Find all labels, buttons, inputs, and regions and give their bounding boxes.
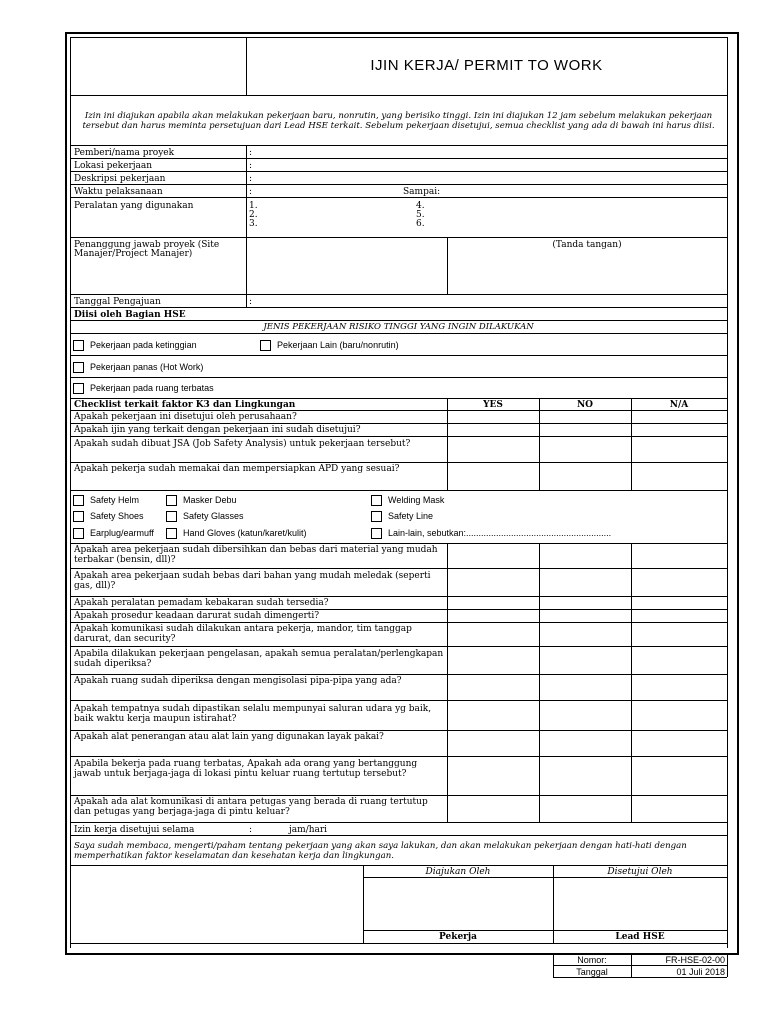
- checkbox-safety-helm[interactable]: [73, 495, 84, 506]
- label-penanggung-1: Penanggung jawab proyek (Site: [74, 240, 220, 250]
- question-15: Apakah ada alat komunikasi di antara petugas yang berada di ruang tertutup dan petugas yang berjaga-jaga di pintu keluar?: [74, 797, 428, 817]
- label-disetujui-oleh: Disetujui Oleh: [607, 867, 673, 877]
- col-no: NO: [576, 400, 594, 410]
- label-safety-shoes: Safety Shoes: [90, 511, 144, 521]
- question-14: Apabila bekerja pada ruang terbatas, Apakah ada orang yang bertanggung jawab untuk berjaga-jaga di lokasi pintu keluar ruang tertutup tersebut?: [74, 759, 418, 779]
- colon-izin: :: [249, 825, 253, 835]
- intro-line-2: tersebut dan harus meminta persetujuan dari Lead HSE terkait. Sebelum pekerjaan disetujui, semua checklist yang ada di bawah ini harus diisi.: [82, 121, 715, 131]
- field-deskripsi[interactable]: [255, 172, 725, 183]
- question-8: Apakah prosedur keadaan darurat sudah dimengerti?: [74, 611, 320, 621]
- checklist-title: Checklist terkait faktor K3 dan Lingkungan: [74, 400, 296, 410]
- label-diajukan-oleh: Diajukan Oleh: [425, 867, 491, 877]
- label-lokasi: Lokasi pekerjaan: [74, 161, 153, 171]
- col-yes: YES: [483, 400, 503, 410]
- label-tanggal-pengajuan: Tanggal Pengajuan: [74, 297, 161, 307]
- checkbox-masker-debu[interactable]: [166, 495, 177, 506]
- question-13: Apakah alat penerangan atau alat lain yang digunakan layak pakai?: [74, 732, 384, 742]
- item-2: 2.: [249, 210, 258, 220]
- label-deskripsi: Deskripsi pekerjaan: [74, 174, 166, 184]
- question-11: Apakah ruang sudah diperiksa dengan mengisolasi pipa-pipa yang ada?: [74, 676, 402, 686]
- field-penanggung[interactable]: [248, 239, 445, 293]
- colon-pemberi: :: [249, 148, 253, 158]
- question-6: Apakah area pekerjaan sudah bebas dari bahan yang mudah meledak (seperti gas, dll)?: [74, 571, 431, 591]
- label-pekerja: Pekerja: [438, 932, 478, 942]
- jenis-pekerjaan-title: JENIS PEKERJAAN RISIKO TINGGI YANG INGIN DILAKUKAN: [263, 322, 534, 332]
- checkbox-hand-gloves[interactable]: [166, 528, 177, 539]
- checkbox-pekerjaan-lain[interactable]: [260, 340, 271, 351]
- colon-lokasi: :: [249, 161, 253, 171]
- question-3: Apakah sudah dibuat JSA (Job Safety Analysis) untuk pekerjaan tersebut?: [74, 439, 411, 449]
- label-jam-hari: jam/hari: [289, 825, 328, 835]
- label-ruang-terbatas: Pekerjaan pada ruang terbatas: [90, 383, 214, 393]
- label-tanda-tangan: (Tanda tangan): [552, 240, 622, 250]
- item-6: 6.: [416, 219, 425, 229]
- label-izin-disetujui: Izin kerja disetujui selama: [74, 825, 195, 835]
- label-diisi-hse: Diisi oleh Bagian HSE: [74, 310, 186, 320]
- value-nomor: FR-HSE-02-00: [665, 955, 725, 965]
- checkbox-safety-glasses[interactable]: [166, 511, 177, 522]
- label-ketinggian: Pekerjaan pada ketinggian: [90, 340, 197, 350]
- question-5: Apakah area pekerjaan sudah dibersihkan dan bebas dari material yang mudah terbakar (bensin, dll)?: [74, 545, 438, 565]
- label-pekerjaan-lain: Pekerjaan Lain (baru/nonrutin): [277, 340, 399, 350]
- field-pemberi[interactable]: [255, 146, 725, 157]
- checkbox-earplug[interactable]: [73, 528, 84, 539]
- label-earplug: Earplug/earmuff: [90, 528, 154, 538]
- checkbox-welding-mask[interactable]: [371, 495, 382, 506]
- question-7: Apakah peralatan pemadam kebakaran sudah tersedia?: [74, 598, 329, 608]
- question-1: Apakah pekerjaan ini disetujui oleh perusahaan?: [74, 412, 297, 422]
- label-safety-line: Safety Line: [388, 511, 434, 521]
- question-4: Apakah pekerja sudah memakai dan mempersiapkan APD yang sesuai?: [74, 464, 400, 474]
- field-waktu[interactable]: [255, 185, 395, 196]
- label-lead-hse: Lead HSE: [615, 932, 665, 942]
- question-9: Apakah komunikasi sudah dilakukan antara pekerja, mandor, tim tanggap darurat, dan security?: [74, 624, 412, 644]
- statement-line-1: Saya sudah membaca, mengerti/paham tentang pekerjaan yang akan saya lakukan, dan akan melakukan pekerjaan dengan hati-hati dengan: [74, 841, 687, 851]
- colon-tanggal: :: [249, 297, 253, 307]
- item-5: 5.: [416, 210, 425, 220]
- item-4: 4.: [416, 201, 425, 211]
- label-safety-glasses: Safety Glasses: [183, 511, 244, 521]
- statement-line-2: memperhatikan faktor keselamatan dan kesehatan kerja dan lingkungan.: [74, 851, 394, 861]
- question-10: Apabila dilakukan pekerjaan pengelasan, apakah semua peralatan/perlengkapan sudah diperiksa?: [74, 649, 444, 669]
- label-welding-mask: Welding Mask: [388, 495, 445, 505]
- label-waktu: Waktu pelaksanaan: [74, 187, 163, 197]
- value-tanggal-doc: 01 Juli 2018: [676, 967, 725, 977]
- page-title: IJIN KERJA/ PERMIT TO WORK: [370, 57, 603, 74]
- signature-lead-hse[interactable]: [555, 879, 725, 929]
- label-nomor: Nomor:: [577, 955, 607, 965]
- label-hot-work: Pekerjaan panas (Hot Work): [90, 362, 204, 372]
- item-1: 1.: [249, 201, 258, 211]
- checkbox-hot-work[interactable]: [73, 362, 84, 373]
- field-durasi[interactable]: [255, 823, 287, 834]
- label-peralatan: Peralatan yang digunakan: [74, 201, 194, 211]
- field-lokasi[interactable]: [255, 159, 725, 170]
- label-hand-gloves: Hand Gloves (katun/karet/kulit): [183, 528, 307, 538]
- intro-line-1: Izin ini diajukan apabila akan melakukan pekerjaan baru, nonrutin, yang berisiko tinggi. Izin ini diajukan 12 jam sebelum melakukan pekerjaan: [84, 111, 713, 121]
- signature-area-penanggung[interactable]: [449, 252, 725, 293]
- colon-deskripsi: :: [249, 174, 253, 184]
- checkbox-ketinggian[interactable]: [73, 340, 84, 351]
- colon-waktu: :: [249, 187, 253, 197]
- label-pemberi: Pemberi/nama proyek: [74, 148, 175, 158]
- checkbox-safety-line[interactable]: [371, 511, 382, 522]
- item-3: 3.: [249, 219, 258, 229]
- label-penanggung-2: Manajer/Project Manajer): [74, 249, 193, 259]
- checkbox-lain-lain[interactable]: [371, 528, 382, 539]
- col-na: N/A: [669, 400, 689, 410]
- label-lain-lain: Lain-lain, sebutkan:..........................................................: [388, 528, 612, 538]
- checkbox-safety-shoes[interactable]: [73, 511, 84, 522]
- label-sampai: Sampai:: [403, 187, 441, 197]
- field-tanggal-pengajuan[interactable]: [255, 295, 725, 306]
- label-tanggal-doc: Tanggal: [576, 967, 608, 977]
- question-12: Apakah tempatnya sudah dipastikan selalu mempunyai saluran udara yg baik, baik waktu kerja maupun istirahat?: [74, 704, 432, 724]
- label-masker-debu: Masker Debu: [183, 495, 237, 505]
- question-2: Apakah ijin yang terkait dengan pekerjaan ini sudah disetujui?: [74, 425, 361, 435]
- checkbox-ruang-terbatas[interactable]: [73, 383, 84, 394]
- signature-pekerja[interactable]: [365, 879, 551, 929]
- label-safety-helm: Safety Helm: [90, 495, 140, 505]
